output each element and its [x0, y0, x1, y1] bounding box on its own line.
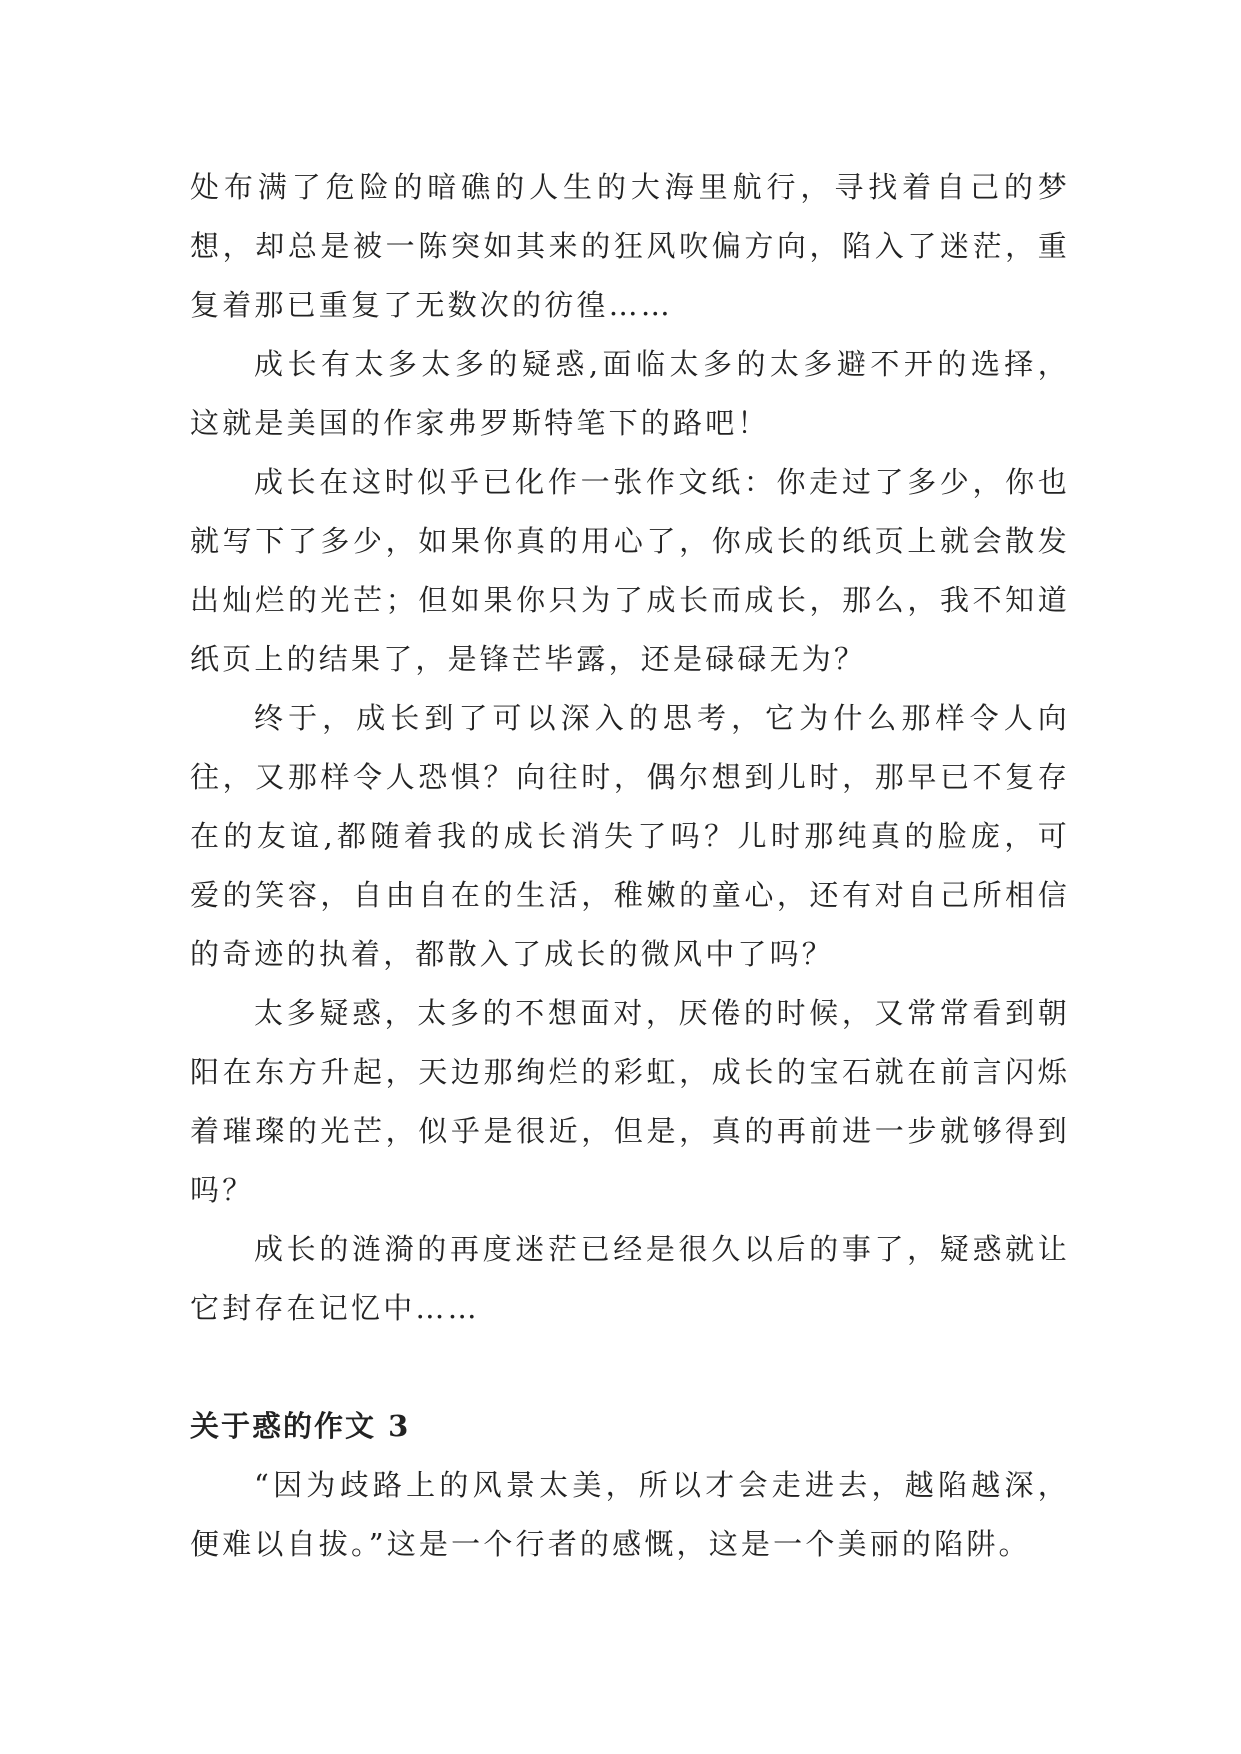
- paragraph-2: 成长有太多太多的疑惑,面临太多的太多避不开的选择，这就是美国的作家弗罗斯特笔下的路吧！: [190, 347, 1070, 440]
- paragraph-5: 太多疑惑，太多的不想面对，厌倦的时候，又常常看到朝阳在东方升起，天边那绚烂的彩虹，成长的宝石就在前言闪烁着璀璨的光芒，似乎是很近，但是，真的再前进一步就够得到吗？: [190, 996, 1070, 1207]
- document-body: [190, 158, 1070, 1574]
- paragraph-3: 成长在这时似乎已化作一张作文纸：你走过了多少，你也就写下了多少，如果你真的用心了，你成长的纸页上就会散发出灿烂的光芒；但如果你只为了成长而成长，那么，我不知道纸页上的结果了，是锋芒毕露，还是碌碌无为？: [190, 465, 1070, 676]
- paragraph-7: “因为歧路上的风景太美，所以才会走进去，越陷越深，便难以自拔。”这是一个行者的感慨，这是一个美丽的陷阱。: [190, 1468, 1070, 1561]
- section-heading: 关于惑的作文 3: [190, 1409, 411, 1443]
- paragraph-6: 成长的涟漪的再度迷茫已经是很久以后的事了，疑惑就让它封存在记忆中……: [190, 1232, 1070, 1325]
- paragraph-1: 处布满了危险的暗礁的人生的大海里航行，寻找着自己的梦想，却总是被一陈突如其来的狂风吹偏方向，陷入了迷茫，重复着那已重复了无数次的彷徨……: [190, 170, 1070, 322]
- paragraph-4: 终于，成长到了可以深入的思考，它为什么那样令人向往，又那样令人恐惧？向往时，偶尔想到儿时，那早已不复存在的友谊,都随着我的成长消失了吗？儿时那纯真的脸庞，可爱的笑容，自由自在的生活，稚嫩的童心，还有对自己所相信的奇迹的执着，都散入了成长的微风中了吗？: [190, 701, 1070, 971]
